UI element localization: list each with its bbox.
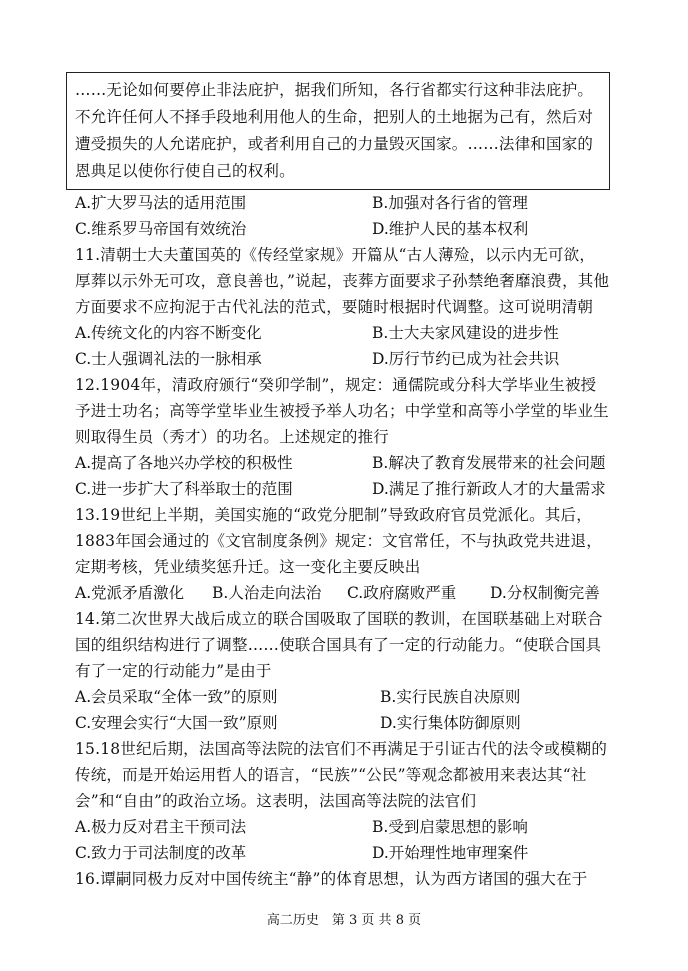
q14-option-c: C.安理会实行“大国一致”原则 <box>75 714 278 732</box>
q13-option-b: B.人治走向法治 <box>212 584 322 602</box>
quote-line: 不允许任何人不择手段地利用他人的生命，把别人的土地据为己有，然后对 <box>75 108 594 126</box>
q10-option-c: C.维系罗马帝国有效统治 <box>75 220 247 238</box>
q14-stem-line: 国的组织结构进行了调整……使联合国具有了一定的行动能力。“使联合国具 <box>75 636 602 654</box>
q11-option-a: A.传统文化的内容不断变化 <box>75 324 262 342</box>
q14-option-d: D.实行集体防御原则 <box>380 714 521 732</box>
quote-box <box>66 72 610 190</box>
q12-option-d: D.满足了推行新政人才的大量需求 <box>372 480 606 498</box>
page-footer: 高二历史 第 3 页 共 8 页 <box>266 913 422 928</box>
q13-stem-line: 1883年国会通过的《文官制度条例》规定：文官常任，不与执政党共进退， <box>75 532 602 550</box>
quote-line: ……无论如何要停止非法庇护，据我们所知，各行省都实行这种非法庇护。 <box>75 81 594 99</box>
q15-stem-line: 15.18世纪后期，法国高等法院的法官们不再满足于引证古代的法令或模糊的 <box>75 740 608 758</box>
q14-option-a: A.会员采取“全体一致”的原则 <box>75 688 278 706</box>
q15-stem-line: 会”和“自由”的政治立场。这表明，法国高等法院的法官们 <box>75 792 477 810</box>
q11-option-c: C.士人强调礼法的一脉相承 <box>75 350 262 368</box>
q10-option-d: D.维护人民的基本权利 <box>372 220 529 238</box>
q12-stem-line: 予进士功名；高等学堂毕业生被授予举人功名；中学堂和高等小学堂的毕业生 <box>75 402 609 420</box>
q13-option-c: C.政府腐败严重 <box>347 584 457 602</box>
q11-stem-line: 11.清朝士大夫董国英的《传经堂家规》开篇从“古人薄殓，以示内无可欲， <box>75 246 596 264</box>
q15-option-b: B.受到启蒙思想的影响 <box>372 818 528 836</box>
q16-stem-line: 16.谭嗣同极力反对中国传统主“静”的体育思想，认为西方诸国的强大在于 <box>75 870 588 888</box>
q12-option-a: A.提高了各地兴办学校的积极性 <box>75 454 293 472</box>
q14-stem-line: 有了一定的行动能力”是由于 <box>75 662 272 680</box>
q15-stem-line: 传统，而是开始运用哲人的语言，“民族”“公民”等观念都被用来表达其“社 <box>75 766 587 784</box>
q11-option-d: D.厉行节约已成为社会共识 <box>372 350 560 368</box>
q13-stem-line: 定期考核，凭业绩奖惩升迁。这一变化主要反映出 <box>75 558 421 576</box>
quote-line: 恩典足以使你行使自己的权利。 <box>75 162 295 180</box>
quote-line: 遭受损失的人允诺庇护，或者利用自己的力量毁灭国家。……法律和国家的 <box>75 135 594 153</box>
q13-option-a: A.党派矛盾激化 <box>75 584 185 602</box>
q11-stem-line: 方面要求不应拘泥于古代礼法的范式，要随时根据时代调整。这可说明清朝 <box>75 298 594 316</box>
q12-option-b: B.解决了教育发展带来的社会问题 <box>372 454 606 472</box>
q14-option-b: B.实行民族自决原则 <box>380 688 521 706</box>
q10-option-a: A.扩大罗马法的适用范围 <box>75 194 247 212</box>
q15-option-c: C.致力于司法制度的改革 <box>75 844 247 862</box>
q15-option-a: A.极力反对君主干预司法 <box>75 818 247 836</box>
q14-stem-line: 14.第二次世界大战后成立的联合国吸取了国联的教训，在国联基础上对联合 <box>75 610 603 628</box>
q11-option-b: B.士大夫家风建设的进步性 <box>372 324 559 342</box>
q12-stem-line: 12.1904年，清政府颁行“癸卯学制”，规定：通儒院或分科大学毕业生被授 <box>75 376 597 394</box>
q12-stem-line: 则取得生员（秀才）的功名。上述规定的推行 <box>75 428 390 446</box>
q10-option-b: B.加强对各行省的管理 <box>372 194 528 212</box>
q13-option-d: D.分权制衡完善 <box>490 584 600 602</box>
q12-option-c: C.进一步扩大了科举取士的范围 <box>75 480 293 498</box>
q11-stem-line: 厚葬以示外无可攻，意良善也，”说起，丧葬方面要求子孙禁绝奢靡浪费，其他 <box>75 272 610 290</box>
q15-option-d: D.开始理性地审理案件 <box>372 844 529 862</box>
q13-stem-line: 13.19世纪上半期，美国实施的“政党分肥制”导致政府官员党派化。其后， <box>75 506 592 524</box>
